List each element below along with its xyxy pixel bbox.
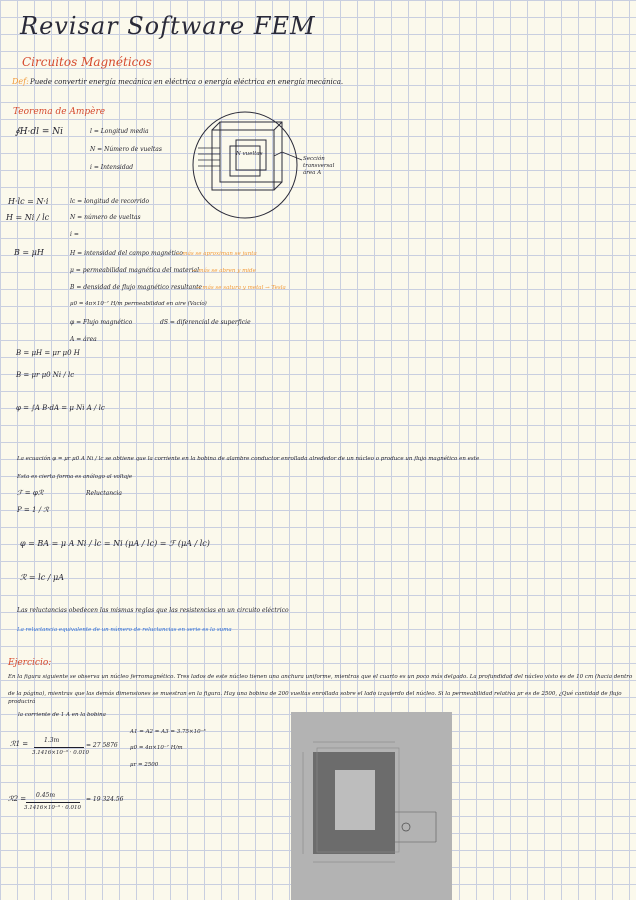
derivation-phi: φ = ∫A B·dA = μ Ni A / lc <box>16 404 105 412</box>
def-current: i = Intensidad <box>90 164 134 171</box>
def-length: l = Longitud media <box>90 128 149 135</box>
cross-section-label: Sección transversal área A <box>303 156 335 177</box>
core-turns-label: N vueltas <box>236 151 263 157</box>
section-heading-magnetic: Circuitos Magnéticos <box>22 55 152 69</box>
r1-fraction-bar <box>34 747 84 748</box>
ampere-equation: ∮H·dl = Ni <box>15 127 64 137</box>
r2-denominator: 3.1416×10⁻³ · 0.010 <box>24 805 81 811</box>
eq-reluctance: ℛ = lc / μA <box>20 573 64 582</box>
def-turns: N = Número de vueltas <box>90 146 162 153</box>
exercise-text-line2: de la página), mientras que las demás dimensiones se muestran en la figura. Hay una bobina de 200 vueltas enrollada sobre el lado izquierdo del núcleo. Si la permeabilidad relativa μr es de 2500, ¿Qué cantidad de flujo producirá <box>8 691 622 706</box>
r1-value: = 27 5876 <box>86 742 118 749</box>
exercise-text-line1: En la figura siguiente se observa un núcleo ferromagnético. Tres lados de este núcleo tienen una anchura uniforme, mientras que el cuarto es un poco más delgado. La profundidad del núcleo visto es de 10 cm (hacia dentro <box>8 674 633 680</box>
section-heading-ampere: Teorema de Ampère <box>13 107 106 117</box>
reluctance-intro-line1: La ecuación φ = μr μ0 A Ni / lc se obtiene que la corriente en la bobina de alambre conductor enrollada alrededor de un núcleo o produce un flujo magnético en este <box>17 456 480 462</box>
eq-h: H = Ni / lc <box>6 213 50 222</box>
r2-value: = 19 324.56 <box>86 796 124 803</box>
exercise-text-line3: la corriente de 1 A en la bobina <box>18 712 106 718</box>
def-i: i = <box>70 231 79 238</box>
reluctance-intro-line2: Esta es cierta forma es análogo al voltaje <box>17 474 133 480</box>
magnetic-core-diagram <box>190 108 310 223</box>
def-h: H = intensidad del campo magnético <box>70 250 183 257</box>
eq-mmf: ℱ = φℛ <box>17 489 44 497</box>
given-area: A1 = A2 = A3 = 3.75×10⁻³ <box>130 729 206 735</box>
reluctance-series-note: La reluctancia equivalente de un número de reluctancias en serie es la suma <box>17 627 232 633</box>
def-area: A = área <box>70 336 97 343</box>
def-phi: φ = Flujo magnético <box>70 319 133 326</box>
exercise-heading: Ejercicio: <box>8 658 52 668</box>
r2-numerator: 0.45m <box>36 792 56 799</box>
def-h-note: → más se aproximan se junta <box>176 251 257 257</box>
def-ds: dS = diferencial de superficie <box>160 319 251 326</box>
eq-h-lc: H·lc = N·i <box>8 197 49 206</box>
def-lc: lc = longitud de recorrido <box>70 198 150 205</box>
eq-permeance: P = 1 / ℛ <box>17 506 49 514</box>
def-n: N = número de vueltas <box>70 214 141 221</box>
r1-denominator: 3.1416×10⁻³ · 0.010 <box>32 750 89 756</box>
derivation-b2: B = μr μ0 Ni / lc <box>16 371 75 379</box>
def-mu-note: → más se abren y mide <box>192 268 256 274</box>
given-mur: μr = 2500 <box>130 762 159 768</box>
r1-label: ℛ1 = <box>10 740 29 748</box>
page-title: Revisar Software FEM <box>20 12 316 40</box>
def-b: B = densidad de flujo magnético resultante <box>70 284 203 291</box>
r2-fraction-bar <box>26 802 80 803</box>
exercise-figure-photo <box>291 712 452 900</box>
def-b-note: → más se satura y metal → Tesla <box>196 285 286 291</box>
eq-phi-ba: φ = BA = μ A Ni / lc = Ni (μA / lc) = ℱ (μA / lc) <box>20 539 210 548</box>
definition-label: Def: <box>12 77 29 86</box>
definition-text: Puede convertir energía mecánica en eléctrica o energía eléctrica en energía mecánica. <box>30 78 344 86</box>
reluctance-label: Reluctancia <box>86 490 122 497</box>
def-mu: μ = permeabilidad magnética del material <box>70 267 200 274</box>
def-mu0: μ0 = 4π×10⁻⁷ H/m permeabilidad en aire (Vacío) <box>70 301 207 307</box>
r1-numerator: 1.3m <box>44 737 60 744</box>
reluctance-rule: Las reluctancias obedecen las mismas reglas que las resistencias en un circuito eléctrico <box>17 607 289 614</box>
r2-label: ℛ2 = <box>8 795 27 803</box>
given-mu0: μ0 = 4π×10⁻⁷ H/m <box>130 745 183 751</box>
eq-b: B = μH <box>14 248 44 257</box>
derivation-b1: B = μH = μr μ0 H <box>16 349 80 357</box>
